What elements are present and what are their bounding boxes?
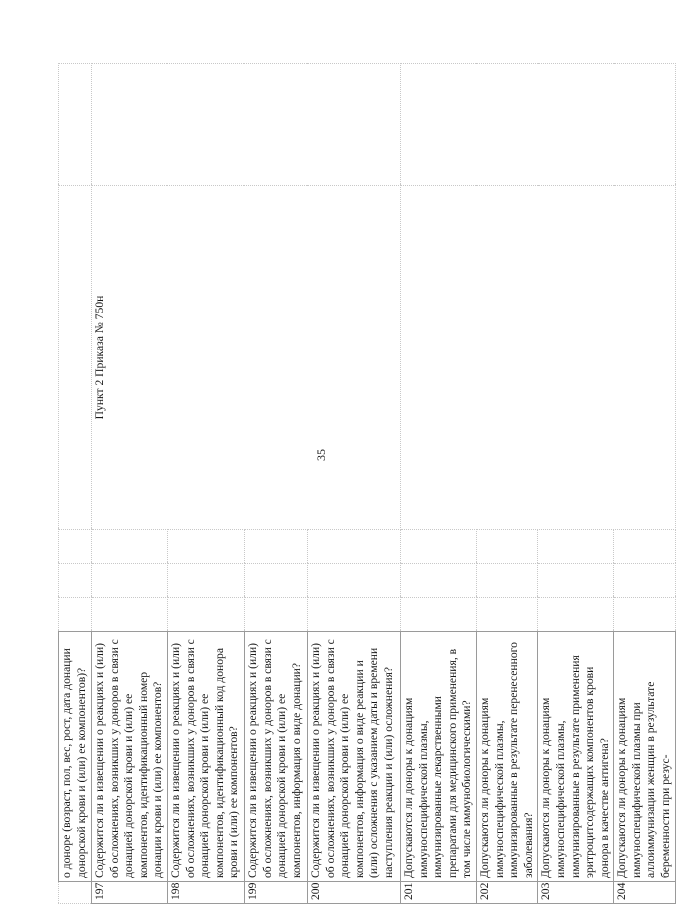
question-cell: Допускаются ли доноры к донациям иммуноспецифической плазмы, иммунизированные в результате применения эритроцитсодержащих компонентов крови донора в качестве антигена? <box>538 632 614 882</box>
answer-na-cell <box>59 530 92 564</box>
answer-yes-cell <box>244 598 307 632</box>
checklist-sheet <box>58 64 673 904</box>
answer-no-cell <box>92 564 168 598</box>
question-cell: Содержится ли в извещении о реакциях и (или) об осложнениях, возникших у доноров в связи с донацией донорской крови и (или) ее компонентов, идентификационный код донора крови и (или) ее компонентов? <box>167 632 244 882</box>
answer-no-cell <box>476 564 537 598</box>
page-number: 35 <box>314 449 328 461</box>
row-number-cell: 204 <box>614 882 675 904</box>
answer-yes-cell <box>400 598 476 632</box>
question-cell: Содержится ли в извещении о реакциях и (или) об осложнениях, возникших у доноров в связи с донацией донорской крови и (или) ее компонентов, информация о виде донации? <box>244 632 307 882</box>
question-cell: о доноре (возраст, пол, вес, рост, дата донации донорской крови и (или) ее компонентов)? <box>59 632 92 882</box>
answer-na-cell <box>307 530 400 564</box>
row-number-cell: 203 <box>538 882 614 904</box>
answer-na-cell <box>167 530 244 564</box>
answer-na-cell <box>614 530 675 564</box>
table-row <box>92 64 168 904</box>
answer-no-cell <box>244 564 307 598</box>
row-number-cell: 199 <box>244 882 307 904</box>
row-number-cell: 197 <box>92 882 168 904</box>
row-number-cell: 198 <box>167 882 244 904</box>
answer-yes-cell <box>92 598 168 632</box>
answer-no-cell <box>307 564 400 598</box>
answer-yes-cell <box>614 598 675 632</box>
question-cell: Допускаются ли доноры к донациям иммуноспецифической плазмы при аллоиммунизации женщин в результате беременности при резус- <box>614 632 675 882</box>
answer-yes-cell <box>476 598 537 632</box>
answer-yes-cell <box>59 598 92 632</box>
answer-na-cell <box>476 530 537 564</box>
answer-na-cell <box>244 530 307 564</box>
answer-yes-cell <box>307 598 400 632</box>
answer-yes-cell <box>167 598 244 632</box>
table-row <box>400 64 476 904</box>
answer-yes-cell <box>538 598 614 632</box>
checklist-table <box>58 63 676 904</box>
answer-no-cell <box>614 564 675 598</box>
row-number-cell: 201 <box>400 882 476 904</box>
answer-na-cell <box>538 530 614 564</box>
question-cell: Допускаются ли доноры к донациям иммуноспецифической плазмы, иммунизированные лекарственными препаратами для медицинского применения, в том числе иммунобиологическими? <box>400 632 476 882</box>
note-cell <box>59 64 92 186</box>
reference-cell <box>59 186 92 530</box>
question-cell: Содержится ли в извещении о реакциях и (или) об осложнениях, возникших у доноров в связи с донацией донорской крови и (или) ее компонентов, идентификационный номер донации крови и (или) ее компонентов? <box>92 632 168 882</box>
answer-no-cell <box>538 564 614 598</box>
answer-no-cell <box>167 564 244 598</box>
answer-na-cell <box>92 530 168 564</box>
question-cell: Допускаются ли доноры к донациям иммуноспецифической плазмы, иммунизированные в результате перенесенного заболевания? <box>476 632 537 882</box>
note-cell <box>92 64 401 186</box>
reference-cell <box>400 186 675 530</box>
reference-cell: Пункт 2 Приказа № 750н <box>92 186 401 530</box>
answer-no-cell <box>400 564 476 598</box>
row-number-cell: 202 <box>476 882 537 904</box>
note-cell <box>400 64 675 186</box>
row-number-cell <box>59 882 92 904</box>
row-number-cell: 200 <box>307 882 400 904</box>
table-row <box>59 64 92 904</box>
question-cell: Содержится ли в извещении о реакциях и (или) об осложнениях, возникших у доноров в связи с донацией донорской крови и (или) ее компонентов, информация о виде реакции и (или) осложнения с указанием даты и времени наступления реакции и (или) осложнения? <box>307 632 400 882</box>
answer-no-cell <box>59 564 92 598</box>
answer-na-cell <box>400 530 476 564</box>
